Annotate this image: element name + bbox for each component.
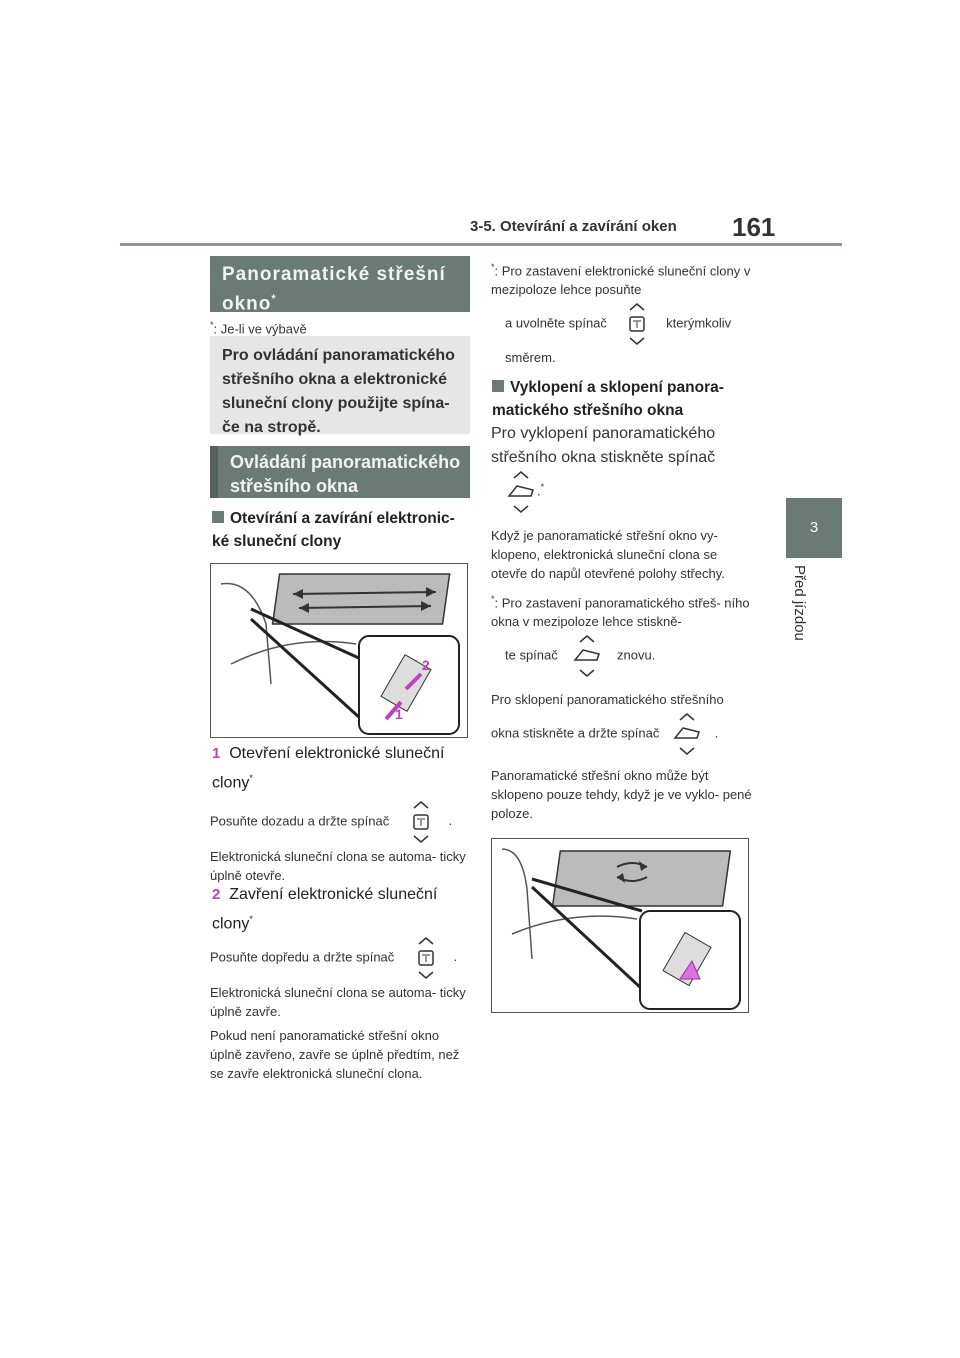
instr-open [210, 800, 470, 844]
note-stop-sunshade: *: Pro zastavení elektronické sluneční clony v mezipoloze lehce posuňte [491, 262, 751, 298]
item-number: 1 [212, 745, 221, 762]
tilt-switch-icon [571, 634, 603, 678]
sunshade-switch-icon [410, 936, 442, 980]
chapter-tab: 3 [786, 498, 842, 558]
final-note: Panoramatické střešní okno může být sklopeno pouze tehdy, když je ve vyklo- pené poloze. [491, 768, 752, 821]
item-close-sunshade [212, 883, 462, 936]
square-bullet-icon [212, 511, 224, 523]
instr-close [210, 936, 470, 980]
section-header: 3-5. Otevírání a zavírání oken [470, 218, 677, 235]
subsection-tilt-text: Vyklopení a sklopení panora- matického střešního okna [492, 379, 724, 419]
closing-note: Pokud není panoramatické střešní okno úplně zavřeno, zavře se úplně předtím, než se zavře elektronická sluneční clona. [210, 1028, 460, 1081]
subsection-sunshade [212, 507, 470, 553]
note-text-b: a uvolněte spínač [505, 315, 607, 331]
tilt-switch-line [505, 470, 544, 514]
tilt-switch-icon [671, 712, 703, 756]
figure-tilt [491, 838, 749, 1013]
chapter-name [780, 565, 820, 685]
footnote-asterisk: * [210, 320, 214, 330]
header-rule [120, 243, 842, 246]
note-stop-sunshade-line [505, 302, 755, 346]
item-number: 2 [212, 886, 221, 903]
note-stop-roof-line [505, 634, 655, 678]
tilt-desc: Když je panoramatické střešní okno vy- klopeno, elektronická sluneční clona se otevře do napůl otevřené polohy střechy. [491, 528, 725, 581]
instr-text: Posuňte dozadu a držte spínač [210, 813, 390, 829]
item-label: Zavření elektronické sluneční clony [212, 886, 438, 933]
item-label: Otevření elektronické sluneční clony [212, 745, 445, 792]
sunshade-switch-icon [405, 800, 437, 844]
desc-open: Elektronická sluneční clona se automa- ticky úplně otevře. [210, 849, 466, 883]
note-text: Pro zastavení elektronické sluneční clony v mezipoloze lehce posuňte [491, 263, 751, 298]
item-asterisk: * [249, 914, 253, 924]
note-direction: směrem. [505, 350, 556, 365]
main-heading [210, 256, 470, 315]
tilt-end: . [537, 483, 541, 499]
main-heading-text: Panoramatické střešní okno [222, 264, 446, 315]
note-stop-roof: *: Pro zastavení panoramatického střeš- ního okna v mezipoloze lehce stiskně- [491, 594, 750, 630]
close-roof-end: . [714, 725, 719, 741]
note-asterisk: * [491, 594, 495, 604]
section-heading: Ovládání panoramatického střešního okna [210, 446, 470, 498]
subsection-sunshade-text: Otevírání a zavírání elektronic- ké sluneční clony [212, 510, 455, 550]
figure-label-2: 2 [422, 657, 430, 673]
close-roof-a: Pro sklopení panoramatického střešního [491, 692, 724, 707]
figure-label-1: 1 [395, 706, 403, 722]
square-bullet-icon [492, 380, 504, 392]
instr-end: . [453, 949, 458, 965]
instr-text: Posuňte dopředu a držte spínač [210, 949, 395, 965]
figure-sunshade [210, 563, 468, 738]
heading-asterisk: * [271, 293, 277, 305]
chapter-name-text: Před jízdou [791, 565, 808, 641]
instr-end: . [448, 813, 453, 829]
tilt-switch-icon [505, 470, 537, 514]
note-text: Pro zastavení panoramatického střeš- ního okna v mezipoloze lehce stiskně- [491, 595, 750, 630]
availability-note: *: Je-li ve výbavě [210, 320, 307, 337]
item-open-sunshade [212, 742, 462, 795]
note-text-b: te spínač [505, 647, 558, 663]
note-text-c: kterýmkoliv [666, 315, 732, 331]
note-text-c: znovu. [617, 647, 656, 663]
note-asterisk: * [491, 262, 495, 272]
page-number: 161 [732, 212, 776, 242]
footnote-text: Je-li ve výbavě [220, 321, 307, 337]
item-asterisk: * [249, 773, 253, 783]
subsection-tilt [492, 376, 754, 422]
sunshade-illustration [211, 564, 468, 738]
desc-close: Elektronická sluneční clona se automa- ticky úplně zavře. [210, 985, 466, 1019]
close-roof-line [491, 712, 753, 756]
sunshade-switch-icon [621, 302, 653, 346]
intro-box: Pro ovládání panoramatického střešního okna a elektronické sluneční clony použijte spína- če na stropě. [210, 336, 470, 434]
tilt-intro: Pro vyklopení panoramatického střešního okna stiskněte spínač [491, 425, 716, 466]
tilt-illustration [492, 839, 749, 1013]
tilt-asterisk: * [540, 482, 545, 493]
close-roof-b: okna stiskněte a držte spínač [491, 725, 660, 741]
